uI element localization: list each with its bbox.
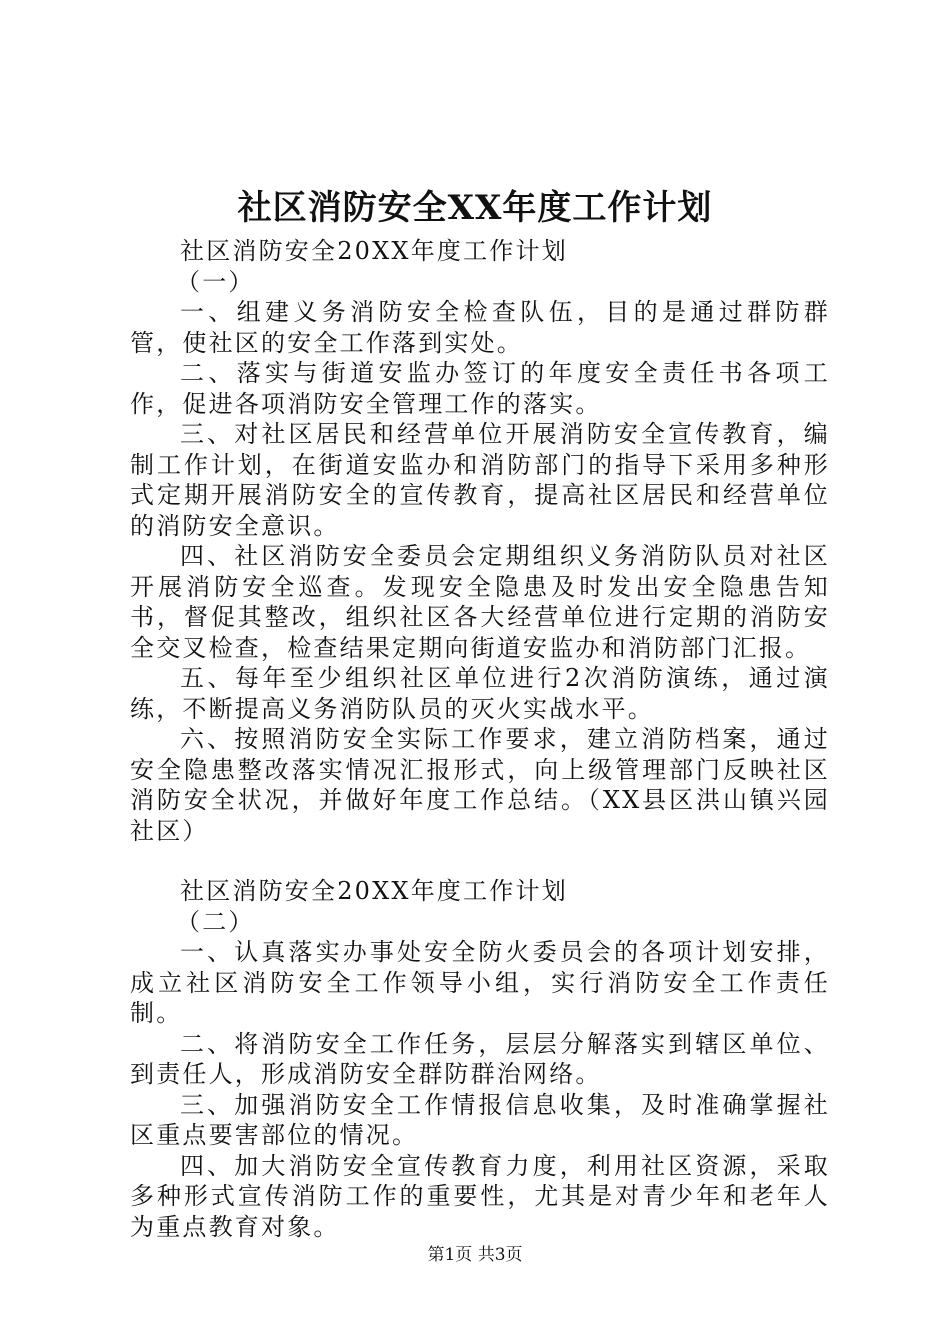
section-2-item-4: 四、加大消防安全宣传教育力度，利用社区资源，采取多种形式宣传消防工作的重要性，尤其是对青少年和老年人为重点教育对象。 [130,1151,830,1241]
document-title: 社区消防安全XX年度工作计划 [237,188,713,228]
section-2-item-1: 一、认真落实办事处安全防火委员会的各项计划安排，成立社区消防安全工作领导小组，实行消防安全工作责任制。 [130,938,830,1027]
section-1-item-6: 六、按照消防安全实际工作要求，建立消防档案，通过安全隐患整改落实情况汇报形式，向上级管理部门反映社区消防安全状况，并做好年度工作总结。（XX县区洪山镇兴园社区） [130,725,830,845]
section-2-item-2: 二、将消防安全工作任务，层层分解落实到辖区单位、到责任人，形成消防安全群防群治网络。 [130,1029,830,1088]
section-1-item-4: 四、社区消防安全委员会定期组织义务消防队员对社区开展消防安全巡查。发现安全隐患及时发出安全隐患告知书，督促其整改，组织社区各大经营单位进行定期的消防安全交叉检查，检查结果定期向街道安监办和消防部门汇报。 [130,542,830,662]
section-1-item-2: 二、落实与街道安监办签订的年度安全责任书各项工作，促进各项消防安全管理工作的落实。 [130,359,830,418]
section-2-number: （二） [176,907,255,936]
document-body [130,236,830,1242]
section-1-item-1: 一、组建义务消防安全检查队伍，目的是通过群防群管，使社区的安全工作落到实处。 [130,298,830,357]
section-1-item-3: 三、对社区居民和经营单位开展消防安全宣传教育，编制工作计划，在街道安监办和消防部门的指导下采用多种形式定期开展消防安全的宣传教育，提高社区居民和经营单位的消防安全意识。 [130,420,830,540]
section-2-item-3: 三、加强消防安全工作情报信息收集，及时准确掌握社区重点要害部位的情况。 [130,1090,830,1149]
page-footer: 第1页 共3页 [427,1245,523,1265]
section-1-number: （一） [176,267,255,296]
section-1-heading: 社区消防安全20XX年度工作计划 [180,237,568,265]
section-gap [130,846,830,876]
section-2-heading: 社区消防安全20XX年度工作计划 [180,877,568,905]
section-1-item-5: 五、每年至少组织社区单位进行2次消防演练，通过演练，不断提高义务消防队员的灭火实战水平。 [130,664,830,723]
